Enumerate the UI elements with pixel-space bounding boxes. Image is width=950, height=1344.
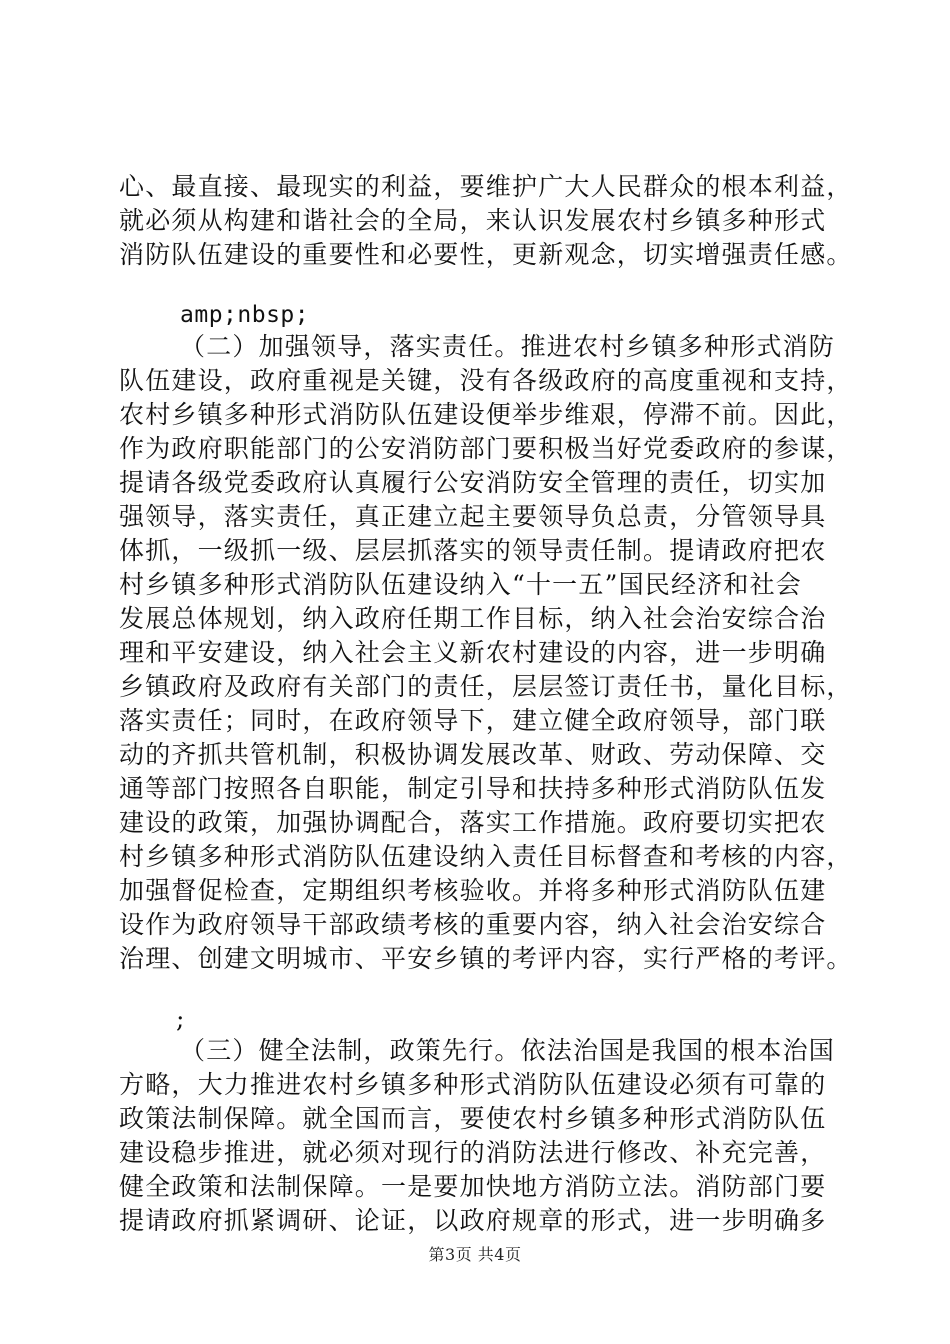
paragraph-2-line: 农村乡镇多种形式消防队伍建设便举步维艰，停滞不前。因此， (119, 400, 853, 429)
paragraph-2-line: 治理、创建文明城市、平安乡镇的考评内容，实行严格的考评。 (119, 944, 853, 973)
paragraph-3-line: 方略，大力推进农村乡镇多种形式消防队伍建设必须有可靠的 (119, 1070, 827, 1099)
paragraph-2-line: 提请各级党委政府认真履行公安消防安全管理的责任，切实加 (119, 468, 827, 497)
paragraph-2-line: 建设的政策，加强协调配合，落实工作措施。政府要切实把农 (119, 808, 827, 837)
paragraph-2-line: 发展总体规划，纳入政府任期工作目标，纳入社会治安综合治 (119, 604, 827, 633)
paragraph-3-line: 政策法制保障。就全国而言，要使农村乡镇多种形式消防队伍 (119, 1104, 827, 1133)
paragraph-2-line: 落实责任；同时，在政府领导下，建立健全政府领导，部门联 (119, 706, 827, 735)
paragraph-2-line: 作为政府职能部门的公安消防部门要积极当好党委政府的参谋， (119, 434, 853, 463)
paragraph-2-line: 村乡镇多种形式消防队伍建设纳入责任目标督查和考核的内容， (119, 842, 853, 871)
paragraph-1-line: 心、最直接、最现实的利益，要维护广大人民群众的根本利益， (119, 172, 853, 201)
page-number-footer: 第3页 共4页 (428, 1245, 522, 1264)
paragraph-2-line: 村乡镇多种形式消防队伍建设纳入“十一五”国民经济和社会 (119, 570, 802, 599)
html-entity-artifact: amp;nbsp; (180, 302, 310, 328)
paragraph-2-line: 乡镇政府及政府有关部门的责任，层层签订责任书，量化目标， (119, 672, 853, 701)
paragraph-2-line: 理和平安建设，纳入社会主义新农村建设的内容，进一步明确 (119, 638, 827, 667)
paragraph-2-line: 设作为政府领导干部政绩考核的重要内容，纳入社会治安综合 (119, 910, 827, 939)
stray-semicolon: ; (176, 1004, 186, 1033)
paragraph-2-line: 队伍建设，政府重视是关键，没有各级政府的高度重视和支持， (119, 366, 853, 395)
paragraph-2-line: 通等部门按照各自职能，制定引导和扶持多种形式消防队伍发 (119, 774, 827, 803)
paragraph-1-line: 就必须从构建和谐社会的全局，来认识发展农村乡镇多种形式 (119, 206, 827, 235)
paragraph-3-line: 健全政策和法制保障。一是要加快地方消防立法。消防部门要 (119, 1172, 827, 1201)
paragraph-1-line: 消防队伍建设的重要性和必要性，更新观念，切实增强责任感。 (119, 240, 853, 269)
paragraph-3-line: 建设稳步推进，就必须对现行的消防法进行修改、补充完善， (119, 1138, 827, 1167)
paragraph-3-line: （三）健全法制，政策先行。依法治国是我国的根本治国 (180, 1036, 836, 1065)
paragraph-2-line: 强领导，落实责任，真正建立起主要领导负总责，分管领导具 (119, 502, 827, 531)
paragraph-2-line: 动的齐抓共管机制，积极协调发展改革、财政、劳动保障、交 (119, 740, 827, 769)
paragraph-2-line: 体抓，一级抓一级、层层抓落实的领导责任制。提请政府把农 (119, 536, 827, 565)
paragraph-2-line: （二）加强领导，落实责任。推进农村乡镇多种形式消防 (180, 332, 836, 361)
paragraph-2-line: 加强督促检查，定期组织考核验收。并将多种形式消防队伍建 (119, 876, 827, 905)
paragraph-3-line: 提请政府抓紧调研、论证，以政府规章的形式，进一步明确多 (119, 1206, 827, 1235)
